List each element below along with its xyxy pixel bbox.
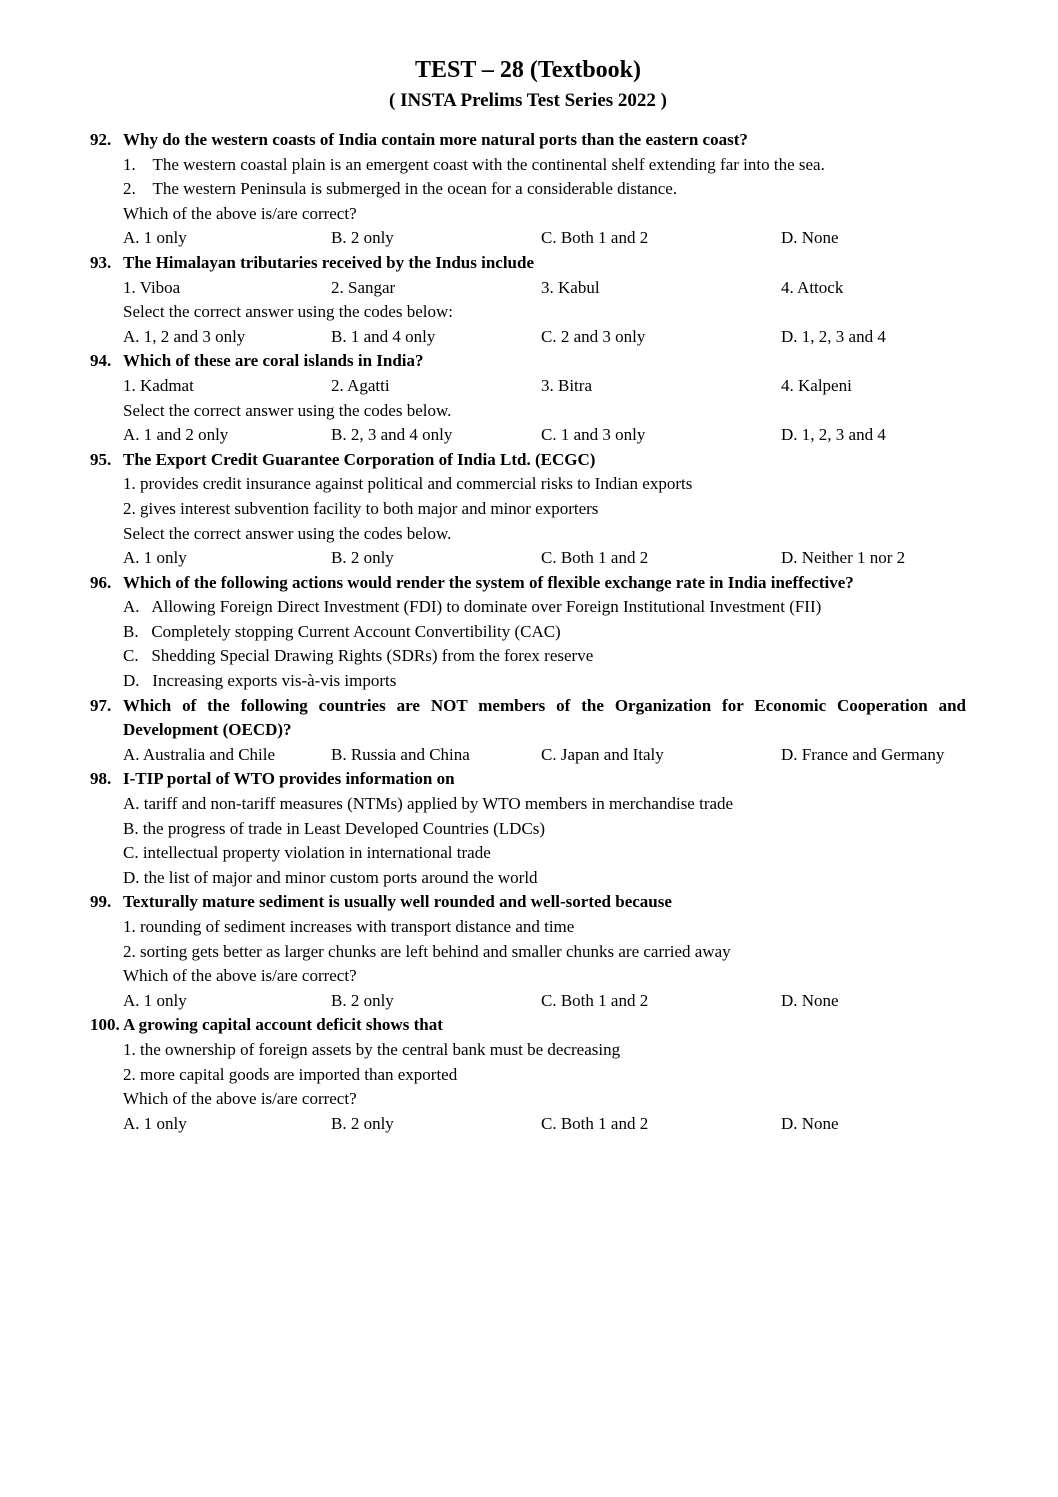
- question-body: [123, 792, 966, 890]
- question: [90, 349, 966, 447]
- option-cell: 4. Kalpeni: [781, 375, 852, 395]
- question-body: [123, 374, 966, 448]
- question-header: [90, 1013, 966, 1038]
- option-cell: D. None: [781, 990, 839, 1010]
- option-cell: A. 1 only: [123, 228, 187, 248]
- option-cell: 3. Bitra: [541, 375, 592, 395]
- question: [90, 128, 966, 251]
- option-cell: C. Both 1 and 2: [541, 990, 649, 1010]
- option-cell: D. 1, 2, 3 and 4: [781, 326, 886, 346]
- option-cell: A. 1 and 2 only: [123, 425, 229, 445]
- option-cell: A. Australia and Chile: [123, 744, 276, 764]
- question-number: 94.: [90, 351, 112, 371]
- statement-line: D. Increasing exports vis-à-vis imports: [123, 671, 397, 691]
- question: [90, 767, 966, 890]
- question-text: Which of these are coral islands in India?: [123, 351, 424, 371]
- option-cell: A. 1 only: [123, 1113, 187, 1133]
- option-cell: B. Russia and China: [331, 744, 470, 764]
- statement-line: 1. The western coastal plain is an emergent coast with the continental shelf extending far into the sea.: [123, 154, 825, 174]
- statement-line: 2. more capital goods are imported than exported: [123, 1064, 458, 1084]
- statement-line: Which of the above is/are correct?: [123, 1089, 357, 1109]
- option-row: [123, 989, 966, 1014]
- statement-line: 2. sorting gets better as larger chunks are left behind and smaller chunks are carried away: [123, 941, 731, 961]
- statement-line: 1. rounding of sediment increases with transport distance and time: [123, 917, 575, 936]
- option-cell: C. Japan and Italy: [541, 744, 664, 764]
- option-row: [123, 423, 966, 448]
- question: [90, 694, 966, 768]
- option-cell: 3. Kabul: [541, 277, 600, 297]
- question-body: [123, 153, 966, 251]
- question-body: [123, 1038, 966, 1136]
- option-row: [123, 546, 966, 571]
- question-text: I-TIP portal of WTO provides information on: [123, 769, 455, 789]
- option-cell: 1. Kadmat: [123, 375, 194, 395]
- question-number: 98.: [90, 769, 112, 789]
- question-text: Which of the following countries are NOT members of the Organization for Economic Cooperation and Development (OECD)?: [123, 695, 966, 740]
- statement-line: B. Completely stopping Current Account Convertibility (CAC): [123, 621, 561, 641]
- question: [90, 1013, 966, 1136]
- option-cell: C. Both 1 and 2: [541, 228, 649, 248]
- question-number: 99.: [90, 892, 112, 912]
- statement-line: Select the correct answer using the codes below.: [123, 400, 452, 420]
- option-row: [123, 743, 966, 768]
- option-cell: D. Neither 1 nor 2: [781, 548, 906, 568]
- option-row: [123, 226, 966, 251]
- question-text: Which of the following actions would render the system of flexible exchange rate in India ineffective?: [123, 572, 854, 592]
- question: [90, 890, 966, 1013]
- question-header: [90, 571, 966, 596]
- question-number: 92.: [90, 130, 112, 149]
- question: [90, 251, 966, 349]
- option-cell: A. 1 only: [123, 548, 187, 568]
- question-list: [90, 128, 966, 1136]
- statement-line: D. the list of major and minor custom ports around the world: [123, 867, 538, 887]
- statement-line: 1. provides credit insurance against political and commercial risks to Indian exports: [123, 474, 693, 494]
- option-cell: A. 1 only: [123, 990, 187, 1010]
- question-body: [123, 276, 966, 350]
- question-text: A growing capital account deficit shows that: [123, 1015, 443, 1035]
- option-row: [123, 374, 966, 399]
- question-number: 100.: [90, 1015, 120, 1035]
- question-header: [90, 694, 966, 743]
- question-header: [90, 767, 966, 792]
- question-number: 93.: [90, 252, 112, 272]
- page-title: TEST – 28 (Textbook): [414, 57, 642, 83]
- option-cell: B. 2 only: [331, 1113, 394, 1133]
- question-header: [90, 251, 966, 276]
- question-text: Texturally mature sediment is usually well rounded and well-sorted because: [123, 892, 672, 912]
- statement-line: C. intellectual property violation in international trade: [123, 843, 491, 863]
- question-body: [123, 472, 966, 570]
- option-cell: C. Both 1 and 2: [541, 548, 649, 568]
- statement-line: Select the correct answer using the codes below.: [123, 523, 452, 543]
- option-cell: B. 2, 3 and 4 only: [331, 425, 453, 445]
- option-cell: C. 1 and 3 only: [541, 425, 646, 445]
- question-body: [123, 915, 966, 1013]
- option-cell: 1. Viboa: [123, 277, 181, 297]
- question-number: 96.: [90, 572, 112, 592]
- option-cell: C. Both 1 and 2: [541, 1113, 649, 1133]
- option-row: [123, 276, 966, 301]
- question-text: The Himalayan tributaries received by the Indus include: [123, 252, 535, 272]
- statement-line: Which of the above is/are correct?: [123, 966, 357, 986]
- option-cell: 2. Sangar: [331, 277, 396, 297]
- question-header: [90, 128, 966, 153]
- option-cell: D. None: [781, 1113, 839, 1133]
- question-number: 95.: [90, 449, 112, 469]
- question-text: Why do the western coasts of India contain more natural ports than the eastern coast?: [123, 130, 748, 149]
- option-cell: B. 2 only: [331, 228, 394, 248]
- statement-line: 2. gives interest subvention facility to both major and minor exporters: [123, 498, 599, 518]
- statement-line: Select the correct answer using the codes below:: [123, 302, 453, 322]
- statement-line: 2. The western Peninsula is submerged in the ocean for a considerable distance.: [123, 179, 678, 199]
- statement-line: A. tariff and non-tariff measures (NTMs) applied by WTO members in merchandise trade: [123, 794, 734, 814]
- statement-line: C. Shedding Special Drawing Rights (SDRs) from the forex reserve: [123, 646, 594, 666]
- question-header: [90, 448, 966, 473]
- question-number: 97.: [90, 695, 112, 715]
- option-row: [123, 325, 966, 350]
- question-header: [90, 349, 966, 374]
- question: [90, 448, 966, 571]
- option-cell: B. 2 only: [331, 990, 394, 1010]
- question-text: The Export Credit Guarantee Corporation of India Ltd. (ECGC): [123, 449, 596, 469]
- question-body: [123, 743, 966, 768]
- question-header: [90, 890, 966, 915]
- option-cell: D. France and Germany: [781, 744, 945, 764]
- option-cell: 4. Attock: [781, 277, 844, 297]
- option-cell: B. 1 and 4 only: [331, 326, 436, 346]
- statement-line: A. Allowing Foreign Direct Investment (FDI) to dominate over Foreign Institutional Investment (FII): [123, 597, 822, 617]
- option-cell: D. 1, 2, 3 and 4: [781, 425, 886, 445]
- option-cell: D. None: [781, 228, 839, 248]
- statement-line: 1. the ownership of foreign assets by the central bank must be decreasing: [123, 1039, 621, 1059]
- question-body: [123, 595, 966, 693]
- question: [90, 571, 966, 694]
- option-cell: 2. Agatti: [331, 375, 390, 395]
- option-cell: B. 2 only: [331, 548, 394, 568]
- option-row: [123, 1112, 966, 1137]
- option-cell: C. 2 and 3 only: [541, 326, 646, 346]
- option-cell: A. 1, 2 and 3 only: [123, 326, 246, 346]
- statement-line: Which of the above is/are correct?: [123, 203, 357, 223]
- statement-line: B. the progress of trade in Least Developed Countries (LDCs): [123, 818, 546, 838]
- page-subtitle: ( INSTA Prelims Test Series 2022 ): [389, 90, 667, 111]
